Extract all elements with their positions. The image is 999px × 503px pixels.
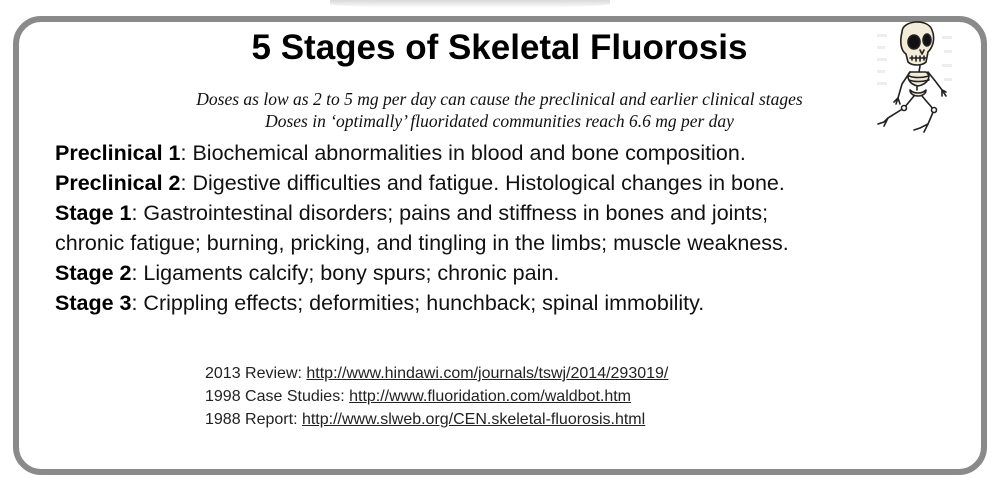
stage-description: : Digestive difficulties and fatigue. Histological changes in bone. [180, 171, 785, 195]
stage-item-preclinical-2 [55, 168, 975, 198]
reference-link-hindawi[interactable]: http://www.hindawi.com/journals/tswj/2014/293019/ [306, 365, 669, 382]
stages-list [55, 138, 975, 318]
reference-label: 1988 Report: [205, 411, 302, 428]
stage-name: Stage 2 [55, 261, 132, 285]
stage-name: Preclinical 2 [55, 171, 181, 195]
stage-description: : Crippling effects; deformities; hunchback; spinal immobility. [131, 291, 705, 315]
stage-name: Stage 1 [55, 201, 132, 225]
stage-description: : Ligaments calcify; bony spurs; chronic pain. [131, 261, 560, 285]
subtitle-dose-range: Doses as low as 2 to 5 mg per day can cause the preclinical and earlier clinical stages [196, 89, 803, 109]
stage-item-stage-1-continued [55, 228, 975, 258]
references-list [205, 362, 668, 431]
stage-item-stage-3 [55, 288, 975, 318]
stage-name: Preclinical 1 [55, 141, 181, 165]
reference-link-waldbot[interactable]: http://www.fluoridation.com/waldbot.htm [349, 388, 631, 405]
stage-item-stage-1 [55, 198, 975, 228]
reference-label: 2013 Review: [205, 365, 307, 382]
reference-case-studies [205, 385, 668, 408]
slide-title: 5 Stages of Skeletal Fluorosis [251, 28, 748, 67]
stage-description: : Biochemical abnormalities in blood and bone composition. [180, 141, 746, 165]
stage-description: chronic fatigue; burning, pricking, and tingling in the limbs; muscle weakness. [55, 231, 789, 255]
reference-link-slweb[interactable]: http://www.slweb.org/CEN.skeletal-fluorosis.html [301, 411, 646, 428]
subtitle-community-dose: Doses in ‘optimally’ fluoridated communities reach 6.6 mg per day [265, 111, 734, 131]
reference-label: 1998 Case Studies: [205, 388, 350, 405]
reference-review [205, 362, 668, 385]
reference-report [205, 408, 668, 431]
stage-item-preclinical-1 [55, 138, 975, 168]
top-shadow [330, 0, 610, 8]
skeleton-icon [862, 18, 962, 136]
stage-name: Stage 3 [55, 291, 132, 315]
stage-description: : Gastrointestinal disorders; pains and stiffness in bones and joints; [131, 201, 769, 225]
stage-item-stage-2 [55, 258, 975, 288]
